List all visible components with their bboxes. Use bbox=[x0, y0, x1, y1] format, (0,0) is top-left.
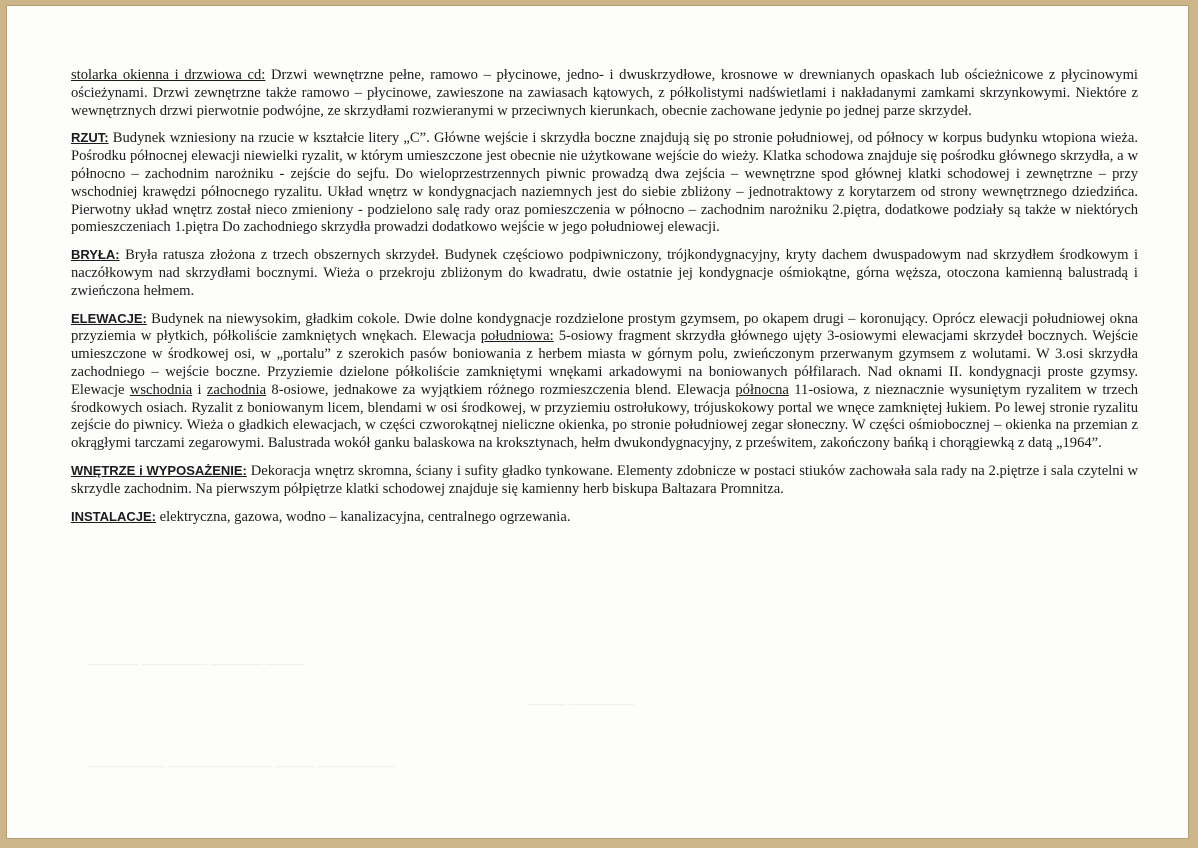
term-polnocna: północna bbox=[735, 381, 789, 398]
document-page bbox=[6, 5, 1189, 839]
heading-rzut: RZUT: bbox=[71, 130, 109, 146]
heading-bryla: BRYŁA: bbox=[71, 247, 120, 263]
text-elewacje-4: 8-osiowe, jednakowe za wyjątkiem różnego rozmieszczenia blend. Elewacja bbox=[266, 381, 736, 398]
paragraph-elewacje bbox=[71, 310, 1138, 453]
heading-instalacje: INSTALACJE: bbox=[71, 508, 156, 524]
heading-wnetrze: WNĘTRZE i WYPOSAŻENIE: bbox=[71, 462, 247, 478]
paragraph-instalacje bbox=[71, 508, 1138, 527]
paragraph-bryla bbox=[71, 246, 1138, 300]
text-rzut: Budynek wzniesiony na rzucie w kształcie litery „C”. Główne wejście i skrzydła boczne znajdują się po stronie południowej, od północy w korpus budynku wtopiona wieża. Pośrodku północnej elewacji niewielki ryzalit, w którym umieszczone jest obecnie nie użytkowane wejście do wieży. Klatka schodowa znajduje się pośrodku głównego skrzydła, a w północno – zachodnim narożniku - zejście do sejfu. Do wieloprzestrzennych piwnic prowadzą dwa zejścia – wewnętrzne spod głównej klatki schodowej i zewnętrzne – przy wschodniej krawędzi północnego ryzalitu. Układ wnętrz w kondygnacjach naziemnych jest do siebie zbliżony – jednotraktowy z korytarzem od strony wewnętrznego dziedzińca. Pierwotny układ wnętrz został nieco zmieniony - podzielono salę rady oraz pomieszczenia w północno – zachodnim narożniku 2.piętra, dodatkowe podziały są także w niektórych pomieszczeniach 1.piętra Do zachodniego skrzydła prowadzi dodatkowo wejście w jego południowej elewacji. bbox=[71, 130, 1138, 236]
document-body bbox=[71, 67, 1138, 535]
heading-elewacje: ELEWACJE: bbox=[71, 310, 147, 326]
text-elewacje-1: Budynek na niewysokim, gładkim cokole. Dwie dolne kondygnacje rozdzielone prostym gzymsem, po okapem drugi – koronujący. Oprócz elewacji południowej okna przyziemia w płytkich, półkoliście zamkniętych wnękach. Elewacja bbox=[71, 310, 1138, 345]
term-wschodnia: wschodnia bbox=[129, 381, 193, 398]
paragraph-stolarka bbox=[71, 67, 1138, 120]
bleed-through-mark: ———— ————— ———— ——— bbox=[87, 656, 305, 671]
heading-stolarka: stolarka okienna i drzwiowa cd: bbox=[71, 67, 266, 83]
text-instalacje: elektryczna, gazowa, wodno – kanalizacyjna, centralnego ogrzewania. bbox=[155, 508, 571, 525]
text-wnetrze: Dekoracja wnętrz skromna, ściany i sufity gładko tynkowane. Elementy zdobnicze w postaci stiuków zachowała sala rady na 2.piętrze i sala czytelni w skrzydle zachodnim. Na pierwszym półpiętrze klatki schodowej znajduje się kamienny herb biskupa Baltazara Promnitza. bbox=[71, 462, 1138, 497]
bleed-through-mark: ——— ————— bbox=[527, 696, 635, 711]
text-elewacje-3: i bbox=[192, 381, 207, 398]
text-elewacje-5: 11-osiowa, z nieznacznie wysuniętym ryzalitem w trzech środkowych osiach. Ryzalit z boniowanym licem, blendami w osi środkowej, w przyziemiu ostrołukowy, trójuskokowy portal we wnęce zamkniętej łukiem. Po lewej stronie ryzalitu zejście do piwnicy. Wieża o gładkich elewacjach, w części czworokątnej nieliczne okienka, po stronie południowej zegar słoneczny. W części ośmiobocznej – okienka na przemian z okrągłymi tarczami zegarowymi. Balustrada wokół ganku balaskowa na kroksztynach, hełm dwukondygnacyjny, z prześwitem, zakończony bańką i chorągiewką z datą „1964”. bbox=[71, 381, 1138, 452]
text-bryla: Bryła ratusza złożona z trzech obszernych skrzydeł. Budynek częściowo podpiwniczony, trójkondygnacyjny, kryty dachem dwuspadowym nad skrzydłem środkowym i naczółkowym nad skrzydłami bocznymi. Wieża o przekroju zbliżonym do kwadratu, dwie ostatnie jej kondygnacje ośmiokątne, górna węższa, otoczona kamienną balustradą i zwieńczona hełmem. bbox=[71, 247, 1138, 299]
text-stolarka: Drzwi wewnętrzne pełne, ramowo – płycinowe, jedno- i dwuskrzydłowe, krosnowe w drewnianych opaskach lub ościeżnicowe z płycinowymi ościeżynami. Drzwi zewnętrzne także ramowo – płycinowe, zawieszone na zawiasach kątowych, z półkolistymi nadświetlami i nakładanymi zamkami skrzynkowymi. Niektóre z wewnętrznych drzwi pierwotnie podwójne, ze skrzydłami rozwieranymi w przeciwnych kierunkach, obecnie zachowane jedynie po jednej parze skrzydeł. bbox=[71, 67, 1138, 119]
term-zachodnia: zachodnia bbox=[206, 381, 267, 398]
term-poludniowa: południowa: bbox=[480, 328, 554, 345]
text-elewacje-2: 5-osiowy fragment skrzydła głównego ujęty 3-osiowymi elewacjami skrzydeł bocznych. Wejście umieszczone w środkowej osi, w „portalu” z szerokich pasów boniowania z herbem miasta w górnym polu, zwieńczonym przerwanym gzymsem z wolutami. W 3.osi skrzydła zachodniego – wejście boczne. Przyziemie dzielone półkoliście zamkniętymi wnękami arkadowymi na boniowanych półfilarach. Nad oknami II. kondygnacji proste gzymsy. Elewacje bbox=[71, 328, 1139, 398]
paragraph-wnetrze bbox=[71, 462, 1138, 499]
paragraph-rzut bbox=[71, 129, 1138, 237]
bleed-through-mark: —————— ———————— ——— —————— bbox=[87, 758, 396, 773]
